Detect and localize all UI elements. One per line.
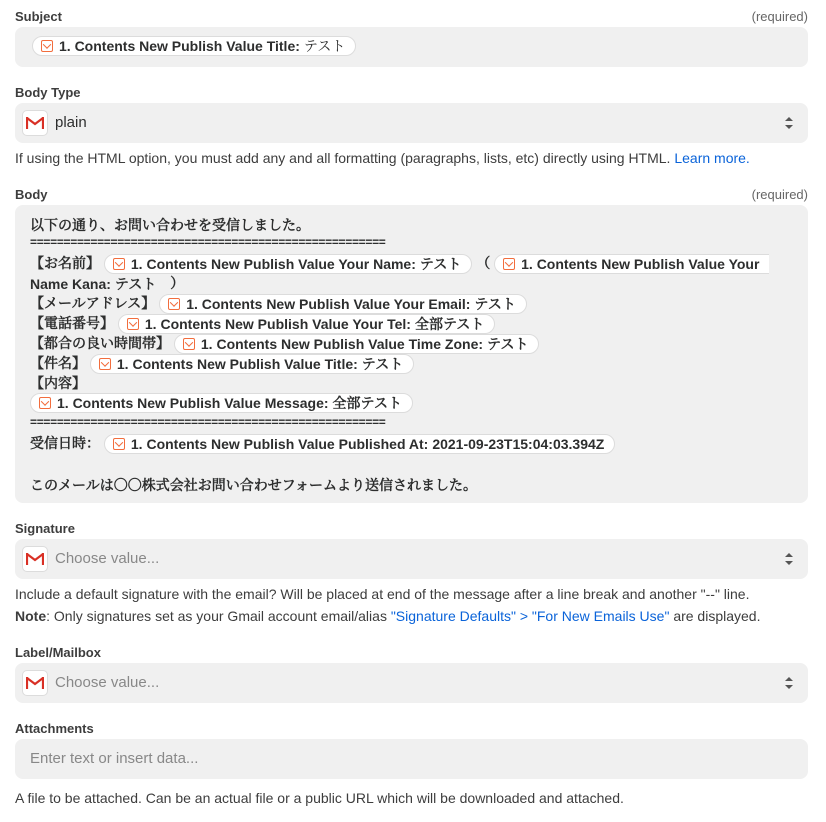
pill-value: テスト bbox=[487, 336, 529, 353]
body-label: Body bbox=[15, 187, 48, 202]
gmail-icon bbox=[22, 110, 48, 136]
signature-select[interactable] bbox=[15, 539, 808, 579]
body-line-received bbox=[30, 433, 615, 454]
attachments-placeholder: Enter text or insert data... bbox=[30, 750, 199, 767]
note-text: : Only signatures set as your Gmail account email/alias bbox=[46, 608, 387, 624]
title-pill[interactable] bbox=[90, 354, 414, 374]
pill-value: 全部テスト bbox=[332, 395, 402, 411]
pill-key: 1. Contents New Publish Value Time Zone: bbox=[200, 336, 484, 353]
step-icon bbox=[39, 397, 51, 409]
subject-required: (required) bbox=[751, 9, 808, 24]
body-separator-2: ===================================================== bbox=[30, 415, 386, 429]
step-icon bbox=[113, 438, 125, 450]
subject-label: Subject bbox=[15, 9, 62, 24]
title-prefix: 【件名】 bbox=[30, 355, 86, 371]
pill-key: 1. Contents New Publish Value Title: bbox=[59, 38, 300, 54]
chevron-updown-icon bbox=[784, 551, 794, 567]
body-line-name bbox=[30, 253, 769, 274]
signature-label: Signature bbox=[15, 521, 75, 536]
pill-key: 1. Contents New Publish Value Your bbox=[521, 256, 760, 273]
attachments-help: A file to be attached. Can be an actual file or a public URL which will be downloaded and attached. bbox=[15, 790, 624, 806]
pill-key: Name Kana: bbox=[30, 276, 111, 293]
step-icon bbox=[168, 298, 180, 310]
body-type-value: plain bbox=[55, 114, 87, 131]
body-line-kana bbox=[30, 273, 184, 294]
subject-field[interactable] bbox=[15, 27, 808, 67]
step-icon bbox=[127, 318, 139, 330]
body-line-title bbox=[30, 353, 414, 374]
body-type-help bbox=[15, 147, 750, 169]
note-label: Note bbox=[15, 608, 47, 624]
name-prefix: 【お名前】 bbox=[30, 255, 100, 271]
pill-value: 2021-09-23T15:04:03.394Z bbox=[432, 436, 605, 453]
kana-pill-part2[interactable] bbox=[30, 274, 166, 294]
pill-key: 1. Contents New Publish Value Published At: bbox=[130, 436, 429, 453]
tel-prefix: 【電話番号】 bbox=[30, 315, 114, 331]
learn-more-link[interactable]: Learn more. bbox=[674, 150, 750, 166]
pill-key: 1. Contents New Publish Value Your Name: bbox=[130, 256, 416, 273]
paren-open: （ bbox=[476, 255, 491, 271]
attachments-label: Attachments bbox=[15, 721, 94, 736]
body-footer: このメールは〇〇株式会社お問い合わせフォームより送信されました。 bbox=[30, 477, 478, 493]
step-icon bbox=[41, 40, 53, 52]
pill-value: テスト bbox=[474, 296, 516, 313]
kana-pill-part1[interactable] bbox=[494, 254, 769, 274]
pill-value: テスト bbox=[303, 38, 346, 54]
tel-pill[interactable] bbox=[118, 314, 496, 334]
body-line-1: 以下の通り、お問い合わせを受信しました。 bbox=[30, 217, 310, 233]
body-type-select[interactable] bbox=[15, 103, 808, 143]
signature-defaults-link[interactable]: "Signature Defaults" > "For New Emails Use" bbox=[390, 608, 670, 624]
time-prefix: 【都合の良い時間帯】 bbox=[30, 335, 170, 351]
body-type-help-text: If using the HTML option, you must add any and all formatting (paragraphs, lists, etc) directly using HTML. bbox=[15, 150, 671, 166]
name-pill[interactable] bbox=[104, 254, 472, 274]
signature-note bbox=[15, 605, 760, 627]
pill-value: テスト bbox=[114, 276, 157, 293]
pill-key: 1. Contents New Publish Value Your Email: bbox=[186, 296, 471, 313]
body-line-email bbox=[30, 293, 527, 314]
note-tail: are displayed. bbox=[673, 608, 761, 624]
body-line-content: 【内容】 bbox=[30, 375, 86, 391]
pill-value: テスト bbox=[361, 356, 404, 373]
label-mailbox-label: Label/Mailbox bbox=[15, 645, 101, 660]
gmail-icon bbox=[22, 546, 48, 572]
signature-placeholder: Choose value... bbox=[55, 550, 160, 567]
step-icon bbox=[113, 258, 125, 270]
body-line-time bbox=[30, 333, 539, 354]
step-icon bbox=[183, 338, 195, 350]
body-type-label: Body Type bbox=[15, 85, 81, 100]
subject-pill[interactable] bbox=[32, 36, 356, 56]
label-mailbox-placeholder: Choose value... bbox=[55, 674, 160, 691]
label-mailbox-select[interactable] bbox=[15, 663, 808, 703]
step-icon bbox=[503, 258, 515, 270]
time-pill[interactable] bbox=[174, 334, 540, 354]
body-line-tel bbox=[30, 313, 495, 334]
published-pill[interactable] bbox=[104, 434, 615, 454]
received-prefix: 受信日時： bbox=[30, 435, 100, 451]
paren-close: ） bbox=[170, 275, 185, 291]
signature-help: Include a default signature with the email? Will be placed at end of the message after a line break and another "--" line. bbox=[15, 586, 750, 602]
email-prefix: 【メールアドレス】 bbox=[30, 295, 156, 311]
body-line-message bbox=[30, 393, 413, 413]
message-pill[interactable] bbox=[30, 393, 413, 413]
email-pill[interactable] bbox=[159, 294, 527, 314]
pill-key: 1. Contents New Publish Value Title: bbox=[116, 356, 358, 373]
chevron-updown-icon bbox=[784, 115, 794, 131]
attachments-input[interactable] bbox=[15, 739, 808, 779]
body-separator-1: ===================================================== bbox=[30, 235, 386, 249]
pill-value: テスト bbox=[419, 256, 462, 273]
chevron-updown-icon bbox=[784, 675, 794, 691]
gmail-icon bbox=[22, 670, 48, 696]
pill-key: 1. Contents New Publish Value Message: bbox=[57, 395, 329, 411]
pill-value: 全部テスト bbox=[414, 316, 485, 333]
step-icon bbox=[99, 358, 111, 370]
body-required: (required) bbox=[751, 187, 808, 202]
pill-key: 1. Contents New Publish Value Your Tel: bbox=[144, 316, 411, 333]
